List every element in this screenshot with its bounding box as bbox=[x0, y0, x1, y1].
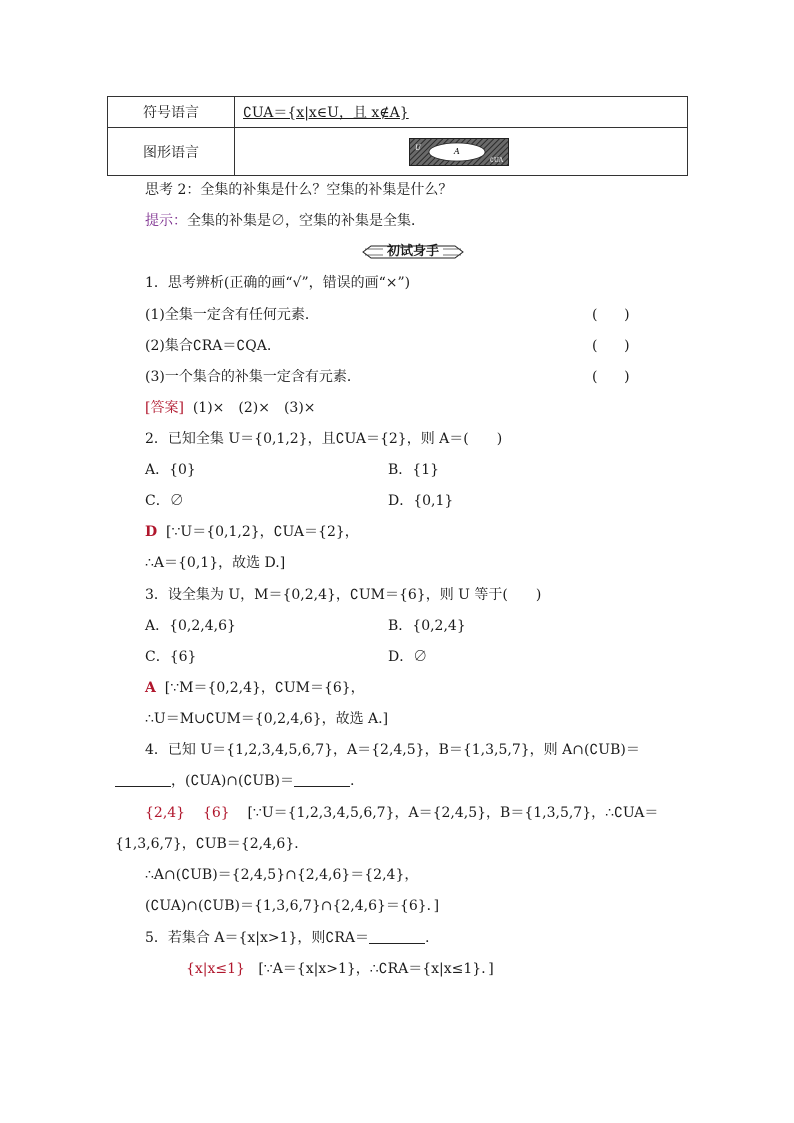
q3-answer-letter: A bbox=[145, 680, 156, 696]
q1-stem: 1．思考辨析(正确的画“√”，错误的画“×”) bbox=[145, 275, 411, 291]
q5-answer: {x|x≤1} bbox=[186, 961, 245, 977]
q3-solution-line1 bbox=[145, 678, 365, 698]
q4-blank-1 bbox=[115, 773, 171, 787]
think-question: 思考 2：全集的补集是什么？空集的补集是什么？ bbox=[145, 182, 453, 198]
hint-label: 提示： bbox=[145, 213, 187, 229]
q5-solution-line bbox=[186, 959, 494, 979]
q1-item-3: (3)一个集合的补集一定含有元素． bbox=[145, 369, 361, 385]
q3-option-b: B．{0,2,4} bbox=[388, 618, 466, 634]
q1-item-1: (1)全集一定含有任何元素． bbox=[145, 307, 319, 323]
q5-solution: [∵A＝{x|x>1}，∴∁RA＝{x|x≤1}．] bbox=[258, 961, 494, 977]
q1-paren-1: ( ) bbox=[592, 307, 630, 323]
venn-label-a: A bbox=[454, 146, 460, 156]
q1-paren-3: ( ) bbox=[592, 369, 630, 385]
q2-solution-2: ∴A＝{0,1}，故选 D.] bbox=[145, 555, 286, 571]
q4-answer-1: {2,4} bbox=[145, 805, 186, 821]
q4-solution-line1 bbox=[145, 803, 658, 823]
q2-option-a: A．{0} bbox=[145, 462, 196, 478]
q4-solution-4: (∁UA)∩(∁UB)＝{1,3,6,7}∩{2,4,6}＝{6}．] bbox=[145, 898, 440, 914]
q2-solution-line1 bbox=[145, 522, 359, 542]
q2-option-c: C．∅ bbox=[145, 493, 184, 509]
table-label-symbol: 符号语言 bbox=[108, 97, 235, 128]
q3-stem: 3．设全集为 U，M＝{0,2,4}，∁UM＝{6}，则 U 等于( ) bbox=[145, 587, 542, 603]
q1-answer bbox=[145, 398, 316, 418]
q2-solution-1: [∵U＝{0,1,2}，∁UA＝{2}， bbox=[166, 524, 359, 540]
q5-stem-text: 5．若集合 A＝{x|x>1}，则∁RA＝ bbox=[145, 930, 369, 946]
hint-text: 全集的补集是∅，空集的补集是全集． bbox=[187, 213, 425, 229]
q3-solution-2: ∴U＝M∪∁UM＝{0,2,4,6}，故选 A.] bbox=[145, 711, 389, 727]
table-figure-cell bbox=[235, 128, 688, 176]
q4-stem-1: 4．已知 U＝{1,2,3,4,5,6,7}，A＝{2,4,5}，B＝{1,3,5,7}，则 A∩(∁UB)＝ bbox=[145, 742, 640, 758]
q4-solution-3: ∴A∩(∁UB)＝{2,4,5}∩{2,4,6}＝{2,4}， bbox=[145, 867, 419, 883]
section-banner bbox=[361, 244, 465, 260]
venn-diagram bbox=[409, 138, 509, 166]
q4-answer-2: {6} bbox=[202, 805, 230, 821]
answer-label: [答案] bbox=[145, 400, 184, 416]
q1-paren-2: ( ) bbox=[592, 338, 630, 354]
q3-option-a: A．{0,2,4,6} bbox=[145, 618, 236, 634]
q1-answer-text: (1)× (2)× (3)× bbox=[192, 400, 316, 416]
q5-stem: 5．若集合 A＝{x|x>1}，则∁RA＝ . bbox=[145, 930, 430, 946]
q4-solution-1: [∵U＝{1,2,3,4,5,6,7}，A＝{2,4,5}，B＝{1,3,5,7}，∴∁UA＝ bbox=[247, 805, 659, 821]
q4-blank-2 bbox=[294, 773, 350, 787]
venn-label-u: U bbox=[415, 143, 421, 152]
q2-answer-letter: D bbox=[145, 524, 158, 540]
q2-option-b: B．{1} bbox=[388, 462, 440, 478]
definition-table bbox=[107, 96, 688, 176]
q2-stem: 2．已知全集 U＝{0,1,2}，且∁UA＝{2}，则 A＝( ) bbox=[145, 431, 503, 447]
table-label-figure: 图形语言 bbox=[108, 128, 235, 176]
complement-definition: ∁UA＝{x|x∈U，且 x∉A} bbox=[243, 105, 409, 121]
q4-solution-2: {1,3,6,7}，∁UB＝{2,4,6}． bbox=[115, 836, 309, 852]
q2-option-d: D．{0,1} bbox=[388, 493, 454, 509]
venn-label-complement: ∁UA bbox=[490, 156, 504, 164]
q1-item-2: (2)集合∁RA＝∁QA. bbox=[145, 338, 272, 354]
q4-stem-2: ，(∁UA)∩(∁UB)＝ . bbox=[115, 771, 354, 791]
q4-stem-2-text: ，(∁UA)∩(∁UB)＝ bbox=[171, 773, 294, 789]
q3-option-c: C．{6} bbox=[145, 649, 197, 665]
table-symbol-expression bbox=[235, 97, 688, 128]
q5-blank bbox=[369, 930, 425, 944]
banner-title: 初试身手 bbox=[386, 244, 439, 259]
q3-option-d: D．∅ bbox=[388, 649, 428, 665]
q3-solution-1: [∵M＝{0,2,4}，∁UM＝{6}， bbox=[164, 680, 365, 696]
hint-line bbox=[145, 211, 425, 231]
